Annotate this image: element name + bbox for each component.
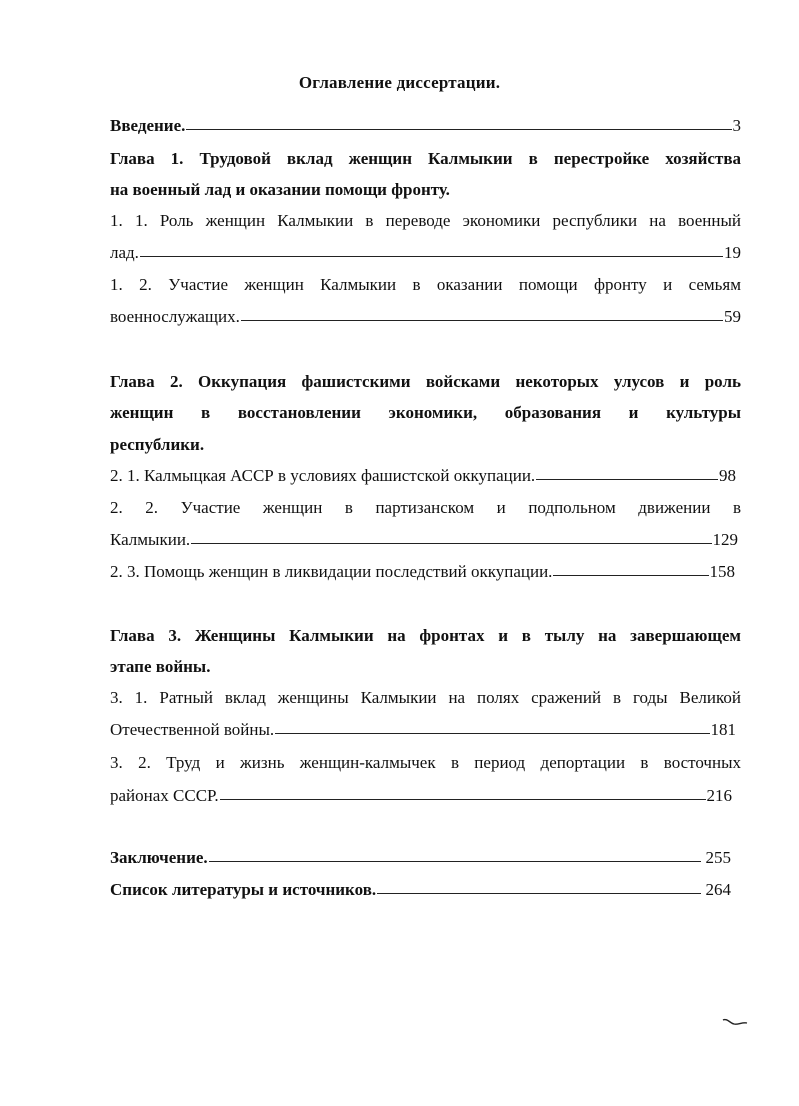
page-number: 19	[724, 243, 741, 262]
leader-line	[536, 464, 718, 480]
section-2-2-title: 2. 2. Участие женщин в партизанском и подпольном движении в	[110, 498, 741, 517]
leader-line	[553, 560, 708, 576]
toc-entry-references	[110, 878, 731, 902]
page-title: Оглавление диссертации.	[298, 73, 501, 92]
pen-mark-icon	[722, 1014, 748, 1028]
page-number: 255	[705, 848, 731, 867]
page-number: 59	[724, 307, 741, 326]
toc-entry-3-2	[110, 784, 732, 808]
chapter-2-heading: Глава 2. Оккупация фашистскими войсками некоторых улусов и роль	[110, 372, 741, 391]
toc-entry-label: 2. 1. Калмыцкая АССР в условиях фашистской оккупации.	[110, 466, 536, 485]
leader-line	[191, 528, 711, 544]
page-number: 158	[709, 562, 735, 581]
toc-entry-2-3	[110, 560, 735, 584]
toc-entry-intro	[110, 114, 741, 138]
chapter-2-heading-end: республики.	[110, 435, 205, 454]
page-number: 181	[710, 720, 736, 739]
toc-entry-2-1	[110, 464, 736, 488]
page-number: 98	[719, 466, 736, 485]
toc-entry-1-1	[110, 241, 741, 265]
toc-entry-label: Список литературы и источников.	[110, 880, 377, 899]
chapter-3-heading-cont: этапе войны.	[110, 657, 211, 676]
toc-entry-label: Заключение.	[110, 848, 208, 867]
toc-entry-2-2	[110, 528, 738, 552]
chapter-1-heading-cont: на военный лад и оказании помощи фронту.	[110, 180, 450, 199]
chapter-2-heading-cont: женщин в восстановлении экономики, образования и культуры	[110, 403, 741, 422]
section-1-1-title: 1. 1. Роль женщин Калмыкии в переводе экономики республики на военный	[110, 211, 741, 230]
leader-line	[140, 241, 723, 257]
leader-line	[220, 784, 706, 800]
page-number: 264	[705, 880, 731, 899]
leader-line	[241, 305, 723, 321]
leader-line	[209, 846, 701, 862]
leader-line	[377, 878, 700, 894]
toc-entry-conclusion	[110, 846, 731, 870]
leader-line	[186, 114, 731, 130]
toc-entry-label: военнослужащих.	[110, 307, 240, 326]
section-3-2-title: 3. 2. Труд и жизнь женщин-калмычек в период депортации в восточных	[110, 753, 741, 772]
toc-entry-label: 2. 3. Помощь женщин в ликвидации последствий оккупации.	[110, 562, 553, 581]
section-1-2-title: 1. 2. Участие женщин Калмыкии в оказании помощи фронту и семьям	[110, 275, 741, 294]
section-3-1-title: 3. 1. Ратный вклад женщины Калмыкии на полях сражений в годы Великой	[110, 688, 741, 707]
chapter-1-heading: Глава 1. Трудовой вклад женщин Калмыкии в перестройке хозяйства	[110, 149, 741, 168]
leader-line	[275, 718, 709, 734]
toc-entry-label: Калмыкии.	[110, 530, 191, 549]
page-number: 3	[732, 116, 741, 135]
toc-entry-label: Отечественной войны.	[110, 720, 275, 739]
page-number: 216	[706, 786, 732, 805]
toc-entry-label: районах СССР.	[110, 786, 219, 805]
toc-entry-3-1	[110, 718, 736, 742]
page-number: 129	[712, 530, 738, 549]
toc-entry-label: Введение.	[110, 116, 186, 135]
toc-entry-1-2	[110, 305, 741, 329]
chapter-3-heading: Глава 3. Женщины Калмыкии на фронтах и в тылу на завершающем	[110, 626, 741, 645]
toc-entry-label: лад.	[110, 243, 139, 262]
